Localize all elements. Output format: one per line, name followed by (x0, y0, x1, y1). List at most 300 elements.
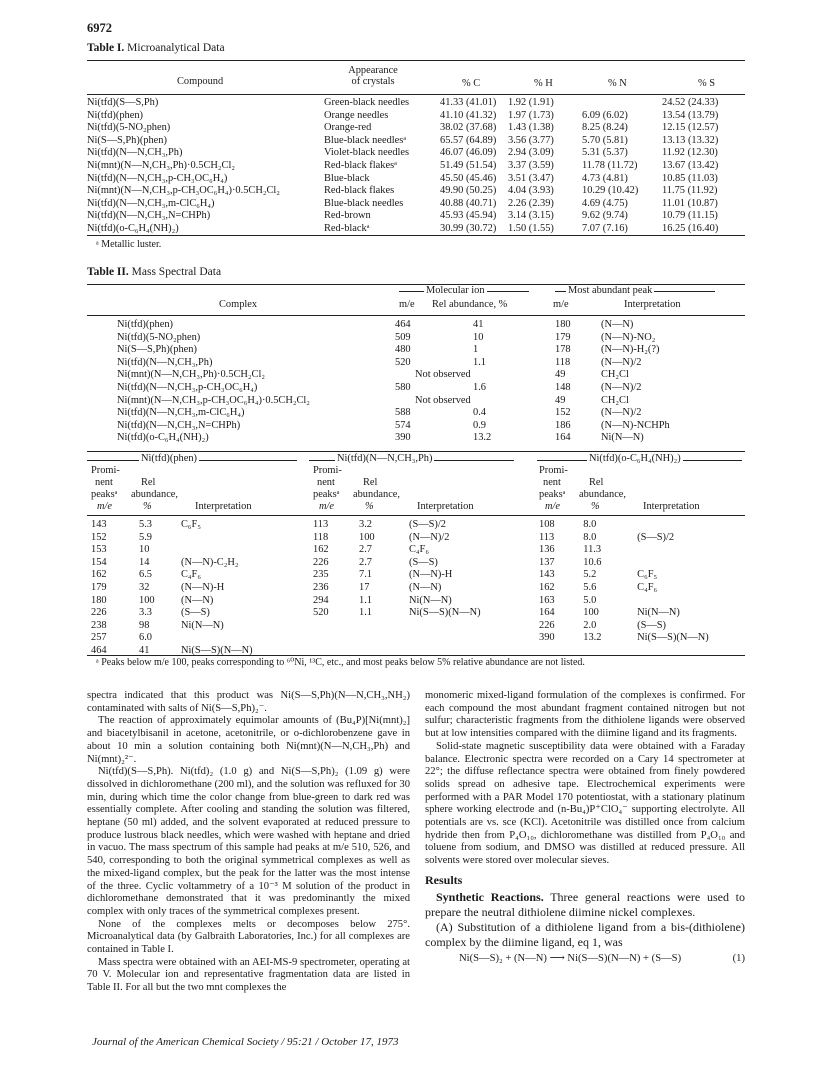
table1-row (87, 147, 745, 160)
sub-cell-me: 108 (539, 519, 555, 530)
sub-table-row (313, 544, 519, 557)
sub-header-l3: peaksᵃ (91, 489, 118, 500)
table1-cell-compound: Ni(tfd)(N—N,CH₃,Ph) (87, 147, 183, 159)
equation-text: Ni(S—S)₂ + (N—N) ⟶ Ni(S—S)(N—N) + (S—S) (459, 952, 682, 964)
sub-header-l4: m/e (97, 501, 113, 512)
left-para-4: None of the complexes melts or decomposes below 275°. Microanalytical data (by Galbraith Laboratories, Inc.) for all complexes are contained in Table I. (87, 918, 410, 956)
left-para-5: Mass spectra were obtained with an AEI-MS-9 spectrometer, operating at 70 V. Molecular ion and representative fragmentation data are listed in Table II. For all but the two mnt complexes the (87, 956, 410, 994)
sub-c-table (539, 519, 745, 645)
table2-cell-me2: 148 (555, 381, 571, 393)
sub-header-interp: Interpretation (643, 501, 700, 512)
sub-cell-me: 520 (313, 607, 329, 619)
table2-cell-complex: Ni(tfd)(N—N,CH₃,Ph) (117, 356, 213, 368)
table1-cell-appearance: Red-black flakes (324, 185, 395, 197)
sub-cell-interp: C₆F₅ (181, 519, 201, 530)
table2-cell-rel: 0.4 (473, 407, 486, 419)
sub-cell-rel: 2.0 (583, 619, 597, 631)
sub-cell-rel: 8.0 (583, 531, 597, 543)
table2-cell-interp: (N—N) (601, 319, 634, 330)
sub-cell-me: 118 (313, 531, 329, 543)
table2-cell-interp: (N—N)/2 (601, 381, 642, 393)
table1-cell-c: 45.93 (45.94) (440, 210, 497, 222)
table1-cell-s: 10.79 (11.15) (662, 210, 718, 222)
table1-cell-n: 9.62 (9.74) (582, 210, 628, 222)
sub-cell-interp: C₄F₆ (181, 569, 201, 581)
table2-header-interpretation: Interpretation (624, 299, 681, 310)
sub-cell-interp: Ni(N—N) (181, 619, 224, 631)
table1-cell-appearance: Blue-black needles (324, 197, 404, 209)
sub-a-title: Ni(tfd)(phen) (141, 453, 197, 464)
table2-footnote: ᵃ Peaks below m/e 100, peaks corresponding to ⁶⁰Ni, ¹³C, etc., and most peaks below 5% relative abundance are not listed. (96, 657, 585, 668)
table2-cell-me2: 179 (555, 331, 571, 343)
sub-cell-me: 154 (91, 556, 107, 568)
table1-cell-h: 2.26 (2.39) (508, 197, 554, 209)
table1-cell-compound: Ni(S—S,Ph)(phen) (87, 134, 167, 146)
table1-cell-h: 4.04 (3.93) (508, 185, 554, 197)
sub-cell-me: 257 (91, 632, 107, 644)
sub-table-row (539, 632, 745, 645)
table2-label: Table II. (87, 266, 129, 278)
sub-cell-rel: 11.3 (583, 544, 602, 556)
sub-cell-me: 390 (539, 632, 555, 644)
left-para-1: spectra indicated that this product was Ni(S—S,Ph)(N—N,CH₃,NH₂) contaminated with salts of Ni(S—S,Ph)₂⁻. (87, 690, 410, 714)
sub-cell-rel: 32 (139, 581, 150, 593)
table2-header-complex: Complex (219, 299, 258, 310)
sub-header-l2: nent (543, 477, 561, 488)
sub-table-row (539, 544, 745, 557)
table1-cell-c: 41.33 (41.01) (440, 97, 497, 108)
sub-cell-me: 180 (91, 594, 107, 606)
table1-cell-compound: Ni(tfd)(o-C₆H₄(NH)₂) (87, 222, 179, 234)
sub-cell-interp: (S—S)/2 (409, 519, 446, 530)
table1-row (87, 210, 745, 223)
sub-cell-me: 464 (91, 644, 107, 656)
table2-header-rule (87, 315, 745, 316)
table1-cell-s: 10.85 (11.03) (662, 172, 718, 184)
table1-cell-n: 5.70 (5.81) (582, 134, 628, 146)
table2-row (117, 432, 717, 445)
sub-header-interp: Interpretation (417, 501, 474, 512)
table2-cell-rel: 13.2 (473, 432, 492, 444)
table1-cell-s: 11.01 (10.87) (662, 197, 718, 209)
table1-row (87, 135, 745, 148)
sub-cell-interp: (N—N)-C₂H₂ (181, 556, 239, 568)
table2-cell-interp: (N—N)-H₂(?) (601, 344, 660, 356)
table1-cell-c: 49.90 (50.25) (440, 185, 497, 197)
sub-cell-rel: 14 (139, 556, 150, 568)
table1-cell-c: 40.88 (40.71) (440, 197, 497, 209)
sub-table-row (539, 532, 745, 545)
table2-row (117, 420, 717, 433)
table1-cell-compound: Ni(mnt)(N—N,CH₃,p-CH₃OC₆H₄)·0.5CH₂Cl₂ (87, 185, 280, 197)
sub-cell-interp (181, 632, 291, 645)
table2-sub-header-rule (87, 515, 745, 516)
left-para-2: The reaction of approximately equimolar amounts of (Bu₄P)[Ni(mnt)₂] and biacetylbisanil in acetone, acetonitrile, or o-dichlorobenzene gave in about 10 min a solution containing both Ni(mnt)(N—N,CH₃,Ph) and Ni(mnt)₂²⁻. (87, 715, 410, 765)
right-para-2: Solid-state magnetic susceptibility data were obtained with a Faraday balance. Electronic spectra were recorded on a Cary 14 spectrometer at 22°; the diffuse reflectance spectra were obtained from finely powdered solids spread on adhesive tape. Electrochemical experiments were performed with a PAR Model 170 potentiostat, with a stationary platinum sphere working electrode and (n-Bu₄)P⁺ClO₄⁻ supporting electrolyte. All potentials are vs. sce (KCl). Acetonitrile was distilled once from calcium hydride then from P₄O₁₀, dichloromethane was distilled from P₄O₁₀ and toluene from sodium, and DMSO was distilled at reduced pressure. All solvents were stored over molecular sieves. (425, 740, 745, 867)
table1-title: Microanalytical Data (127, 42, 225, 54)
table2-cell-rel: 0.9 (473, 419, 486, 431)
journal-footer: Journal of the American Chemical Society / 95:21 / October 17, 1973 (92, 1036, 399, 1048)
table2-row (117, 407, 717, 420)
table1-header-appearance-2: of crystals (351, 76, 395, 87)
sub-table-row (539, 595, 745, 608)
table2-row (117, 382, 717, 395)
table2-cell-rel: 1.1 (473, 356, 486, 368)
table1-cell-c: 38.02 (37.68) (440, 122, 497, 134)
table1-cell-s: 13.13 (13.32) (662, 134, 719, 146)
sub-table-row (539, 607, 745, 620)
table1-row (87, 110, 745, 123)
table2-cell-me: 520 (395, 356, 411, 368)
sub-cell-me: 226 (91, 607, 107, 619)
table2-cell-rel: 10 (473, 331, 484, 343)
table1-row (87, 97, 745, 110)
sub-table-row (91, 595, 291, 608)
table1-cell-appearance: Red-black flakesᵃ (324, 159, 397, 171)
table1-row (87, 173, 745, 186)
sub-cell-interp (637, 595, 745, 608)
table1-body (87, 97, 745, 236)
sub-cell-interp (637, 544, 745, 557)
sub-header-r1: Rel (363, 477, 378, 488)
table1-row (87, 223, 745, 236)
sub-cell-interp: Ni(N—N) (409, 594, 452, 606)
table2-cell-me2: 180 (555, 319, 571, 330)
table1-cell-n: 5.31 (5.37) (582, 147, 628, 159)
sub-table-row (91, 519, 291, 532)
table1-cell-s: 11.75 (11.92) (662, 185, 718, 197)
sub-table-row (91, 544, 291, 557)
sub-header-l2: nent (95, 477, 113, 488)
table1-cell-n: 11.78 (11.72) (582, 159, 638, 171)
equation-number: (1) (732, 952, 745, 964)
table1-cell-c: 45.50 (45.46) (440, 172, 497, 184)
table2-cell-me2: 49 (555, 369, 566, 381)
table1-cell-compound: Ni(tfd)(S—S,Ph) (87, 97, 159, 108)
table2-cell-rel: 41 (473, 319, 484, 330)
sub-header-group (313, 465, 523, 513)
table2-row (117, 357, 717, 370)
sub-cell-me: 153 (91, 544, 107, 556)
sub-table-row (91, 620, 291, 633)
sub-table-row (91, 607, 291, 620)
sub-table-row (91, 569, 291, 582)
table2-cell-complex: Ni(mnt)(N—N,CH₃,Ph)·0.5CH₂Cl₂ (117, 369, 265, 381)
table2-cell-me: 580 (395, 381, 411, 393)
sub-cell-interp: Ni(S—S)(N—N) (181, 644, 253, 656)
page-number: 6972 (87, 21, 112, 35)
table2-cell-me2: 152 (555, 407, 571, 419)
table1-cell-n: 4.69 (4.75) (582, 197, 628, 209)
table1-cell-c: 51.49 (51.54) (440, 159, 497, 171)
table1-header-h: % H (534, 78, 553, 89)
sub-cell-me: 162 (539, 581, 555, 593)
sub-cell-interp: (N—N)-H (181, 581, 225, 593)
table1-cell-appearance: Blue-black needlesᵃ (324, 134, 407, 146)
table1-cell-compound: Ni(tfd)(N—N,CH₃,p-CH₃OC₆H₄) (87, 172, 228, 184)
sub-cell-rel: 100 (583, 607, 599, 619)
table2-header-me2: m/e (553, 299, 569, 310)
table1-cell-s: 11.92 (12.30) (662, 147, 718, 159)
sub-cell-interp: (S—S) (409, 556, 438, 568)
sub-table-row (313, 569, 519, 582)
sub-cell-rel: 100 (139, 594, 155, 606)
sub-header-group (91, 465, 301, 513)
sub-cell-me: 294 (313, 594, 329, 606)
sub-cell-interp (181, 544, 291, 557)
table1-row (87, 160, 745, 173)
table1-header-rule (87, 94, 745, 95)
table1-cell-appearance: Green-black needles (324, 97, 410, 108)
sub-header-interp: Interpretation (195, 501, 252, 512)
table2-cell-interp: (N—N)-NCHPh (601, 419, 670, 431)
sub-cell-interp: (S—S) (637, 619, 667, 631)
table1-cell-compound: Ni(tfd)(5-NO₂phen) (87, 122, 171, 134)
sub-a-table (91, 519, 291, 658)
table1-cell-h: 2.94 (3.09) (508, 147, 554, 159)
table1-cell-c: 65.57 (64.89) (440, 134, 497, 146)
table1-cell-h: 3.37 (3.59) (508, 159, 554, 171)
sub-table-row (539, 620, 745, 633)
table2-row (117, 369, 717, 382)
table2-cell-complex: Ni(mnt)(N—N,CH₃,p-CH₃OC₆H₄)·0.5CH₂Cl₂ (117, 394, 310, 406)
table1-cell-s: 13.67 (13.42) (662, 159, 719, 171)
sub-cell-me: 143 (91, 519, 107, 530)
table1-cell-appearance: Violet-black needles (324, 147, 410, 159)
table2-row (117, 344, 717, 357)
table1-cell-n: 4.73 (4.81) (582, 172, 628, 184)
table1-row (87, 122, 745, 135)
table1-row (87, 185, 745, 198)
table1-cell-h: 1.50 (1.55) (508, 222, 554, 234)
sub-cell-me: 113 (539, 531, 555, 543)
table1-label: Table I. (87, 42, 125, 54)
table1-cell-compound: Ni(tfd)(phen) (87, 109, 143, 121)
sub-cell-interp: C₄F₆ (409, 544, 429, 556)
sub-table-row (91, 632, 291, 645)
left-para-3: Ni(tfd)(S—S,Ph). Ni(tfd)₂ (1.0 g) and Ni(S—S,Ph)₂ (1.09 g) were dissolved in dichloromethane (200 ml), and the solution was refluxed for 30 min, during which time the color change from blue-green to dark red was essentially complete. After cooling and standing the solution was filtered, heptane (50 ml) added, and the solvent evaporated at reduced pressure to produce lustrous black needles, which were washed with heptane and dried in vacuo. The mass spectrum of this sample had peaks at m/e 510, 526, and 540, corresponding to both the original symmetrical complexes as well as the mixed-ligand complex, but the peak for the latter was the most intense of the three. Cyclic voltammetry of a 10⁻³ M solution of the product in dichloromethane demonstrated that it was predominantly the mixed complex with only traces of the symmetrical complexes present. (87, 766, 410, 917)
results-para-text: Three general reactions were used to prepare the neutral dithiolene diimine nickel complexes. (425, 889, 745, 919)
sub-table-row (313, 532, 519, 545)
table1-footnote: ᵃ Metallic luster. (96, 239, 162, 250)
table1-cell-appearance: Blue-black (324, 172, 370, 184)
sub-b-title: Ni(tfd)(N—N,CH₃,Ph) (337, 453, 433, 464)
equation-1 (425, 953, 745, 969)
sub-table-row (539, 582, 745, 595)
sub-cell-rel: 8.0 (583, 519, 597, 530)
table1-row (87, 198, 745, 211)
sub-cell-rel: 2.7 (359, 556, 372, 568)
table2-cell-complex: Ni(tfd)(N—N,CH₃,N=CHPh) (117, 419, 241, 431)
sub-cell-rel: 3.3 (139, 607, 152, 619)
table2-cell-me: 588 (395, 407, 411, 419)
sub-cell-rel: 100 (359, 531, 375, 543)
table1-cell-compound: Ni(tfd)(N—N,CH₃,N=CHPh) (87, 210, 211, 222)
sub-cell-rel: 3.2 (359, 519, 372, 530)
table1-header-s: % S (698, 78, 716, 89)
table1-cell-appearance: Red-blackᵃ (324, 222, 370, 234)
table2-header-rel: Rel abundance, % (432, 299, 508, 310)
sub-cell-interp (637, 557, 745, 570)
sub-table-row (91, 532, 291, 545)
sub-header-l1: Promi- (539, 465, 568, 476)
results-para-2: (A) Substitution of a dithiolene ligand from a bis-(dithiolene) complex by the diimine ligand, eq 1, was (425, 919, 745, 949)
table1-top-rule (87, 60, 745, 61)
sub-table-row (539, 569, 745, 582)
table2-cell-interp: CH₂Cl (601, 394, 629, 406)
sub-cell-rel: 5.6 (583, 581, 597, 593)
sub-header-r1: Rel (141, 477, 156, 488)
sub-header-l4: m/e (545, 501, 561, 512)
sub-header-r3: % (591, 501, 600, 512)
table2-cell-me2: 118 (555, 356, 571, 368)
sub-table-row (313, 595, 519, 608)
table2-cell-complex: Ni(tfd)(phen) (117, 319, 173, 330)
sub-cell-me: 163 (539, 594, 555, 606)
sub-cell-interp: (S—S) (181, 607, 210, 619)
sub-header-r2: abundance, (579, 489, 627, 500)
sub-cell-me: 137 (539, 556, 555, 568)
sub-cell-me: 179 (91, 581, 107, 593)
results-para (425, 890, 745, 920)
table2-body (117, 319, 717, 445)
table2-cell-rel: 1 (473, 344, 479, 356)
table1-cell-h: 3.51 (3.47) (508, 172, 554, 184)
table2-cell-rel: Not observed (415, 369, 471, 381)
sub-cell-me: 238 (91, 619, 107, 631)
sub-c-title: Ni(tfd)(o-C₆H₄(NH)₂) (589, 453, 681, 464)
sub-header-group (539, 465, 749, 513)
table2-cell-rel: 1.6 (473, 381, 486, 393)
sub-cell-interp: Ni(S—S)(N—N) (409, 607, 481, 619)
table1-header-c: % C (462, 78, 481, 89)
table1-cell-h: 1.43 (1.38) (508, 122, 554, 134)
table2-header-most-abundant: Most abundant peak (568, 285, 653, 296)
table2-row (117, 395, 717, 408)
sub-table-row (313, 557, 519, 570)
sub-cell-rel: 6.5 (139, 569, 152, 581)
table1-cell-n (582, 97, 662, 110)
table2-mid-rule (87, 451, 745, 452)
sub-cell-me: 143 (539, 569, 555, 581)
sub-header-r3: % (143, 501, 152, 512)
sub-header-l1: Promi- (91, 465, 120, 476)
table1-bottom-rule (87, 235, 745, 236)
table1-header-compound: Compound (177, 76, 224, 87)
table1-cell-c: 30.99 (30.72) (440, 222, 497, 234)
sub-cell-me: 236 (313, 581, 329, 593)
sub-cell-rel: 5.2 (583, 569, 597, 581)
table1-cell-compound: Ni(mnt)(N—N,CH₃,Ph)·0.5CH₂Cl₂ (87, 159, 235, 171)
table2-caption (87, 266, 221, 278)
table2-cell-me: 390 (395, 432, 411, 444)
table1-cell-h: 3.56 (3.77) (508, 134, 554, 146)
table2-header-me: m/e (399, 299, 415, 310)
sub-cell-interp: C₆F₅ (637, 569, 658, 581)
sub-cell-me: 162 (91, 569, 107, 581)
table1-header (87, 64, 745, 92)
table1-header-appearance-1: Appearance (348, 65, 398, 76)
sub-header-r2: abundance, (131, 489, 179, 500)
results-heading: Results (425, 872, 463, 887)
table2-cell-me: 480 (395, 344, 411, 356)
sub-cell-rel: 7.1 (359, 569, 372, 581)
table1-cell-appearance: Red-brown (324, 210, 371, 222)
sub-cell-me: 235 (313, 569, 329, 581)
sub-cell-me: 226 (313, 556, 329, 568)
table1-cell-n: 7.07 (7.16) (582, 222, 628, 234)
table2-bottom-rule (87, 655, 745, 656)
sub-cell-rel: 2.7 (359, 544, 372, 556)
table1-cell-n: 10.29 (10.42) (582, 185, 639, 197)
table2-cell-interp: (N—N)/2 (601, 356, 642, 368)
table2-cell-me2: 178 (555, 344, 571, 356)
sub-cell-rel: 5.0 (583, 594, 597, 606)
table2-cell-complex: Ni(tfd)(N—N,CH₃,m-ClC₆H₄) (117, 407, 245, 419)
table2-cell-complex: Ni(S—S,Ph)(phen) (117, 344, 197, 356)
sub-cell-rel: 5.3 (139, 519, 152, 530)
table1-cell-appearance: Orange needles (324, 109, 389, 121)
table1-cell-appearance: Orange-red (324, 122, 372, 134)
sub-cell-rel: 5.9 (139, 531, 152, 543)
sub-cell-rel: 17 (359, 581, 370, 593)
table1-cell-compound: Ni(tfd)(N—N,CH₃,m-ClC₆H₄) (87, 197, 215, 209)
sub-cell-rel: 6.0 (139, 632, 152, 644)
table2-cell-complex: Ni(tfd)(5-NO₂phen) (117, 331, 201, 343)
sub-header-l1: Promi- (313, 465, 342, 476)
table1 (87, 64, 745, 236)
sub-table-row (313, 519, 519, 532)
sub-cell-me: 136 (539, 544, 555, 556)
sub-cell-interp: (S—S)/2 (637, 531, 675, 543)
sub-cell-interp: (N—N)-H (409, 569, 453, 581)
table1-cell-n: 8.25 (8.24) (582, 122, 628, 134)
sub-cell-me: 226 (539, 619, 555, 631)
table1-caption (87, 42, 225, 54)
table2-cell-complex: Ni(tfd)(N—N,CH₃,p-CH₃OC₆H₄) (117, 381, 258, 393)
right-column (425, 690, 745, 969)
sub-cell-rel: 1.1 (359, 594, 372, 606)
table2-cell-me2: 49 (555, 394, 566, 406)
results-para-lead: Synthetic Reactions. (436, 889, 544, 904)
sub-header-r2: abundance, (353, 489, 401, 500)
table1-header-n: % N (608, 78, 627, 89)
table2-cell-me2: 186 (555, 419, 571, 431)
table2-row (117, 319, 717, 332)
sub-table-row (313, 582, 519, 595)
table2-cell-me: 574 (395, 419, 411, 431)
sub-cell-interp: (N—N) (409, 581, 442, 593)
table2-cell-me2: 164 (555, 432, 571, 444)
sub-cell-rel: 41 (139, 644, 150, 656)
table1-cell-c: 46.07 (46.09) (440, 147, 497, 159)
sub-cell-me: 113 (313, 519, 329, 530)
table1-cell-s: 16.25 (16.40) (662, 222, 719, 234)
table2 (87, 285, 745, 656)
sub-cell-rel: 10 (139, 544, 150, 556)
table2-cell-me: 464 (395, 319, 411, 330)
sub-cell-interp (181, 532, 291, 545)
table1-cell-s: 24.52 (24.33) (662, 97, 719, 108)
sub-cell-interp (637, 519, 745, 532)
table2-cell-interp: Ni(N—N) (601, 432, 644, 444)
sub-cell-rel: 10.6 (583, 556, 602, 568)
table2-title: Mass Spectral Data (131, 266, 222, 278)
sub-cell-rel: 1.1 (359, 607, 372, 619)
table1-cell-h: 1.97 (1.73) (508, 109, 554, 121)
sub-cell-interp: C₄F₆ (637, 581, 658, 593)
sub-cell-me: 162 (313, 544, 329, 556)
